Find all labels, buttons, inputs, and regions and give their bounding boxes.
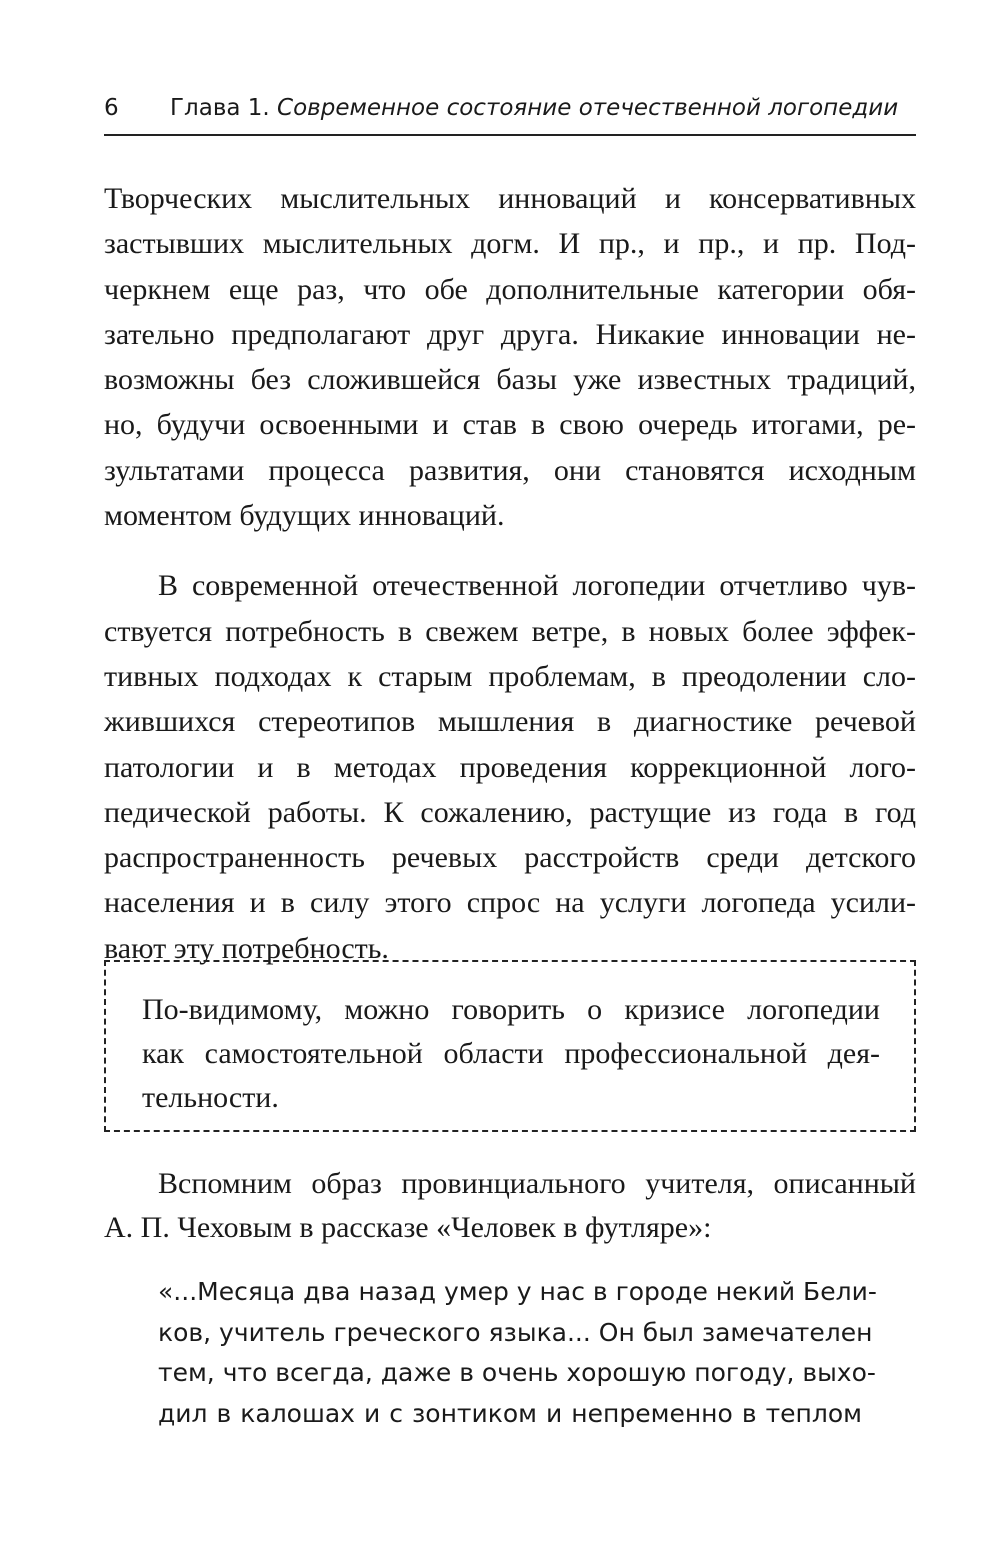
text-line: зательно предполагают друг друга. Никакие инновации не-: [104, 317, 916, 351]
chapter-label: Глава 1.: [170, 95, 270, 121]
text-line: По-видимому, можно говорить о кризисе логопедии: [142, 993, 880, 1026]
boxed-note-frame: [104, 960, 916, 1132]
quote-line: тем, что всегда, даже в очень хорошую погоду, выхо-: [158, 1358, 876, 1388]
text-line: ствуется потребность в свежем ветре, в новых более эффек-: [104, 614, 916, 648]
text-line: А. П. Чеховым в рассказе «Человек в футляре»:: [104, 1211, 712, 1244]
text-line: застывших мыслительных догм. И пр., и пр., и пр. Под-: [104, 227, 916, 261]
text-line: населения и в силу этого спрос на услуги логопеда усили-: [104, 886, 916, 920]
quote-line: дил в калошах и с зонтиком и непременно в теплом: [158, 1399, 862, 1429]
text-line: тивных подходах к старым проблемам, в преодолении сло-: [104, 659, 916, 693]
text-line: черкнем еще раз, что обе дополнительные категории обя-: [104, 272, 916, 306]
text-line: вают эту потребность.: [104, 931, 389, 965]
running-head: [104, 88, 916, 136]
text-line: зультатами процесса развития, они становятся исходным: [104, 453, 916, 487]
paragraph-1: [104, 176, 916, 538]
text-line: возможны без сложившейся базы уже известных традиций,: [104, 363, 916, 397]
text-line: Творческих мыслительных инноваций и консервативных: [104, 182, 916, 215]
boxed-note: [142, 988, 880, 1120]
text-line: жившихся стереотипов мышления в диагностике речевой: [104, 705, 916, 739]
chapter-title: Современное состояние отечественной логопедии: [277, 95, 899, 121]
text-line: патологии и в методах проведения коррекционной лого-: [104, 750, 916, 784]
text-line: Вспомним образ провинциального учителя, описанный: [158, 1167, 916, 1200]
text-line: распространенность речевых расстройств среди детского: [104, 841, 916, 875]
quote-line: ков, учитель греческого языка... Он был замечателен: [158, 1317, 873, 1347]
paragraph-2: [104, 563, 916, 971]
text-line: В современной отечественной логопедии отчетливо чув-: [158, 569, 916, 603]
text-line: моментом будущих инноваций.: [104, 499, 505, 533]
page-number: 6: [104, 95, 119, 121]
quote-line: «...Месяца два назад умер у нас в городе некий Бели-: [158, 1277, 877, 1306]
text-line: как самостоятельной области профессиональной дея-: [142, 1037, 880, 1070]
paragraph-3: [104, 1162, 916, 1250]
main-text: [104, 176, 916, 971]
text-line: тельности.: [142, 1081, 279, 1114]
text-line: но, будучи освоенными и став в свою очередь итогами, ре-: [104, 408, 916, 442]
text-line: педической работы. К сожалению, растущие из года в год: [104, 795, 916, 829]
chekhov-quote: [158, 1272, 877, 1435]
